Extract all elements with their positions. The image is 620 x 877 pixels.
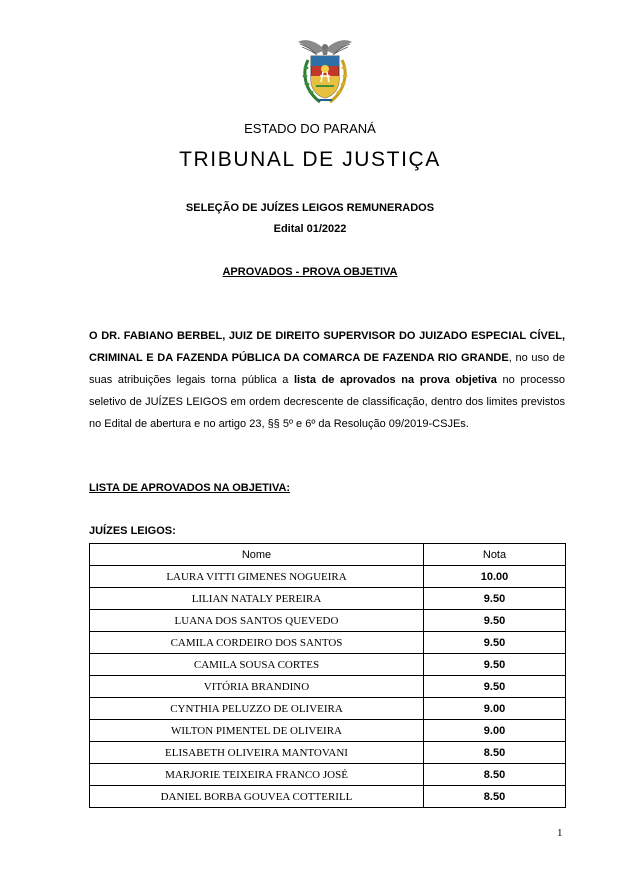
table-row <box>90 742 566 764</box>
cell-nome: LUANA DOS SANTOS QUEVEDO <box>90 610 424 632</box>
approved-title: APROVADOS - PROVA OBJETIVA <box>222 266 398 278</box>
cell-nota: 9.50 <box>424 632 566 654</box>
selection-title: SELEÇÃO DE JUÍZES LEIGOS REMUNERADOS <box>185 202 435 214</box>
cell-nota: 9.50 <box>424 676 566 698</box>
cell-nota: 8.50 <box>424 764 566 786</box>
header-nota: Nota <box>424 544 566 566</box>
cell-nota: 8.50 <box>424 742 566 764</box>
cell-nota: 9.00 <box>424 698 566 720</box>
list-title: LISTA DE APROVADOS NA OBJETIVA: <box>89 482 291 494</box>
table-row <box>90 566 566 588</box>
cell-nota: 10.00 <box>424 566 566 588</box>
header-nome: Nome <box>90 544 424 566</box>
cell-nome: LILIAN NATALY PEREIRA <box>90 588 424 610</box>
cell-nota: 9.50 <box>424 654 566 676</box>
cell-nota: 8.50 <box>424 786 566 808</box>
table-row <box>90 654 566 676</box>
cell-nota: 9.00 <box>424 720 566 742</box>
cell-nome: CAMILA CORDEIRO DOS SANTOS <box>90 632 424 654</box>
cell-nota: 9.50 <box>424 588 566 610</box>
court-name: TRIBUNAL DE JUSTIÇA <box>179 148 441 171</box>
cell-nome: DANIEL BORBA GOUVEA COTTERILL <box>90 786 424 808</box>
table-row <box>90 676 566 698</box>
table-row <box>90 764 566 786</box>
parana-coat-of-arms-icon <box>296 36 354 108</box>
table-row <box>90 610 566 632</box>
cell-nome: LAURA VITTI GIMENES NOGUEIRA <box>90 566 424 588</box>
table-row <box>90 588 566 610</box>
table-header-row <box>90 544 566 566</box>
state-name: ESTADO DO PARANÁ <box>244 121 376 136</box>
table-row <box>90 632 566 654</box>
intro-bold-text: O DR. FABIANO BERBEL, JUIZ DE DIREITO SUPERVISOR DO JUIZADO ESPECIAL CÍVEL, CRIMINAL E DA FAZENDA PÚBLICA DA COMARCA DE FAZENDA RIO GRANDE <box>89 330 565 364</box>
cell-nome: VITÓRIA BRANDINO <box>90 676 424 698</box>
cell-nome: ELISABETH OLIVEIRA MANTOVANI <box>90 742 424 764</box>
cell-nota: 9.50 <box>424 610 566 632</box>
section-title: JUÍZES LEIGOS: <box>89 525 176 537</box>
page-number: 1 <box>557 827 563 839</box>
results-table <box>89 543 566 808</box>
intro-paragraph <box>89 325 565 435</box>
table-row <box>90 720 566 742</box>
intro-text-1: , no uso de suas atribuições legais torna pública a <box>89 352 566 386</box>
intro-bold-list: lista de aprovados na prova objetiva <box>293 374 497 386</box>
cell-nome: WILTON PIMENTEL DE OLIVEIRA <box>90 720 424 742</box>
intro-text-3: no processo seletivo de JUÍZES LEIGOS em ordem decrescente de classificação, dentro dos limites previstos no Edital de abertura e no artigo 23, §§ 5º e 6º da Resolução 09/2019-CSJEs. <box>89 374 565 430</box>
cell-nome: CYNTHIA PELUZZO DE OLIVEIRA <box>90 698 424 720</box>
cell-nome: CAMILA SOUSA CORTES <box>90 654 424 676</box>
table-row <box>90 786 566 808</box>
cell-nome: MARJORIE TEIXEIRA FRANCO JOSÉ <box>90 764 424 786</box>
edital-number: Edital 01/2022 <box>273 223 347 235</box>
table-row <box>90 698 566 720</box>
